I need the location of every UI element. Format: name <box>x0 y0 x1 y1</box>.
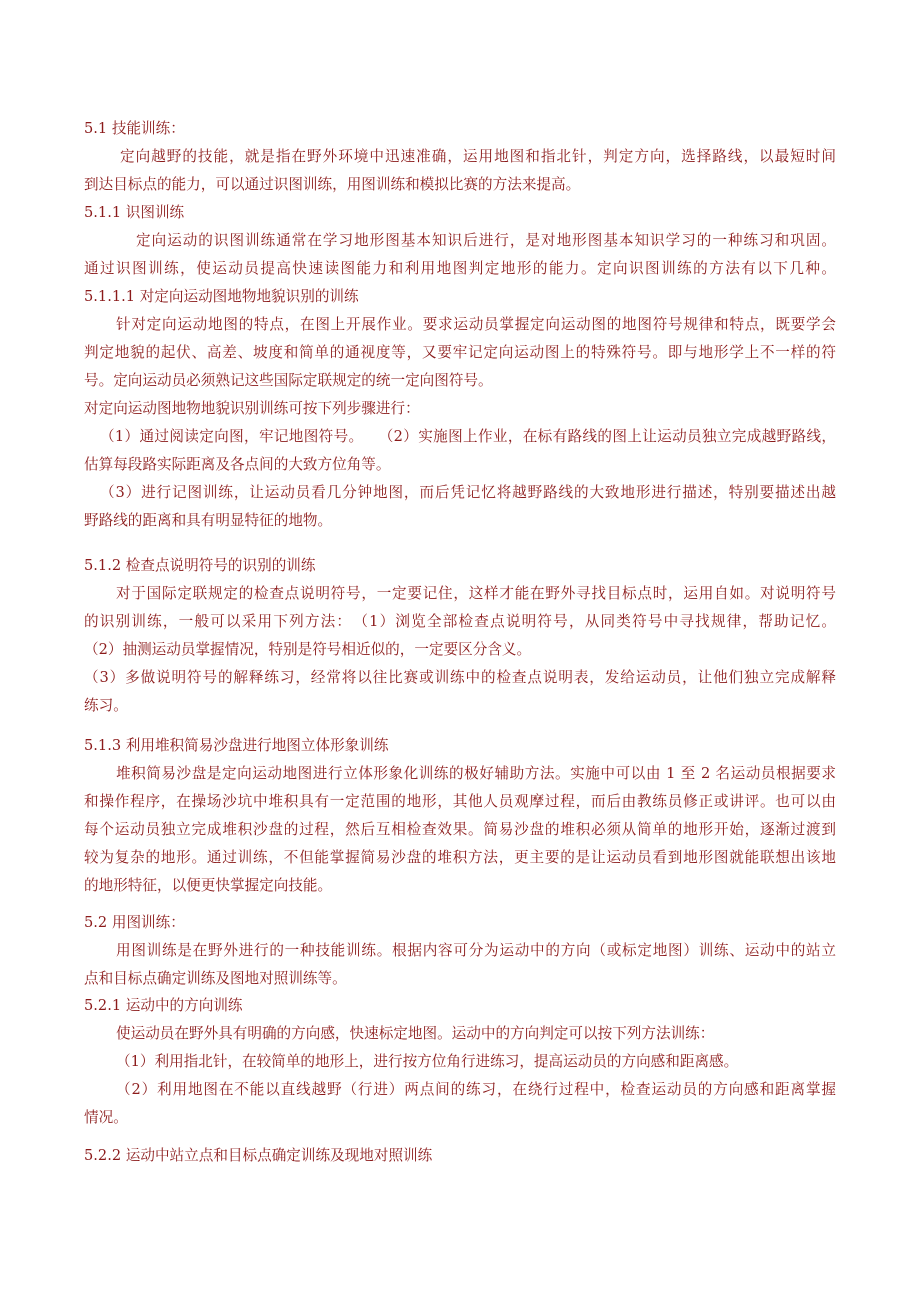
heading-5-1: 5.1 技能训练： <box>84 120 185 137</box>
heading-5-2-1: 5.2.1 运动中的方向训练 <box>84 997 243 1014</box>
heading-5-2-2: 5.2.2 运动中站立点和目标点确定训练及现地对照训练 <box>84 1147 433 1164</box>
paragraph-line: （2）利用地图在不能以直线越野（行进）两点间的练习，在绕行过程中，检查运动员的方向感和距离掌握 <box>116 1081 836 1098</box>
paragraph-line: 号。定向运动员必须熟记这些国际定联规定的统一定向图符号。 <box>84 372 493 389</box>
paragraph-line: 野路线的距离和具有明显特征的地物。 <box>84 512 333 529</box>
paragraph-line: 点和目标点确定训练及图地对照训练等。 <box>84 970 347 987</box>
paragraph-line: 通过识图训练，使运动员提高快速读图能力和利用地图判定地形的能力。定向识图训练的方法有以下几种。 <box>84 260 836 277</box>
paragraph-line: 情况。 <box>84 1109 128 1126</box>
paragraph-line: 用图训练是在野外进行的一种技能训练。根据内容可分为运动中的方向（或标定地图）训练、运动中的站立 <box>116 942 836 959</box>
paragraph-line: 判定地貌的起伏、高差、坡度和简单的通视度等，又要牢记定向运动图上的特殊符号。即与地形学上不一样的符 <box>84 344 836 361</box>
paragraph-line: （3）多做说明符号的解释练习，经常将以往比赛或训练中的检查点说明表，发给运动员，让他们独立完成解释 <box>84 669 836 686</box>
paragraph-line: （3）进行记图训练，让运动员看几分钟地图，而后凭记忆将越野路线的大致地形进行描述，特别要描述出越 <box>100 484 836 501</box>
paragraph-line: 的地形特征，以便更快掌握定向技能。 <box>84 877 333 894</box>
paragraph-line: 和操作程序，在操场沙坑中堆积具有一定范围的地形，其他人员观摩过程，而后由教练员修正或讲评。也可以由 <box>84 793 836 810</box>
paragraph-line: 定向运动的识图训练通常在学习地形图基本知识后进行，是对地形图基本知识学习的一种练习和巩固。 <box>136 232 836 249</box>
heading-5-1-1-1: 5.1.1.1 对定向运动图地物地貌识别的训练 <box>84 288 359 305</box>
paragraph-line: 到达目标点的能力，可以通过识图训练，用图训练和模拟比赛的方法来提高。 <box>84 176 581 193</box>
paragraph-line: （2）抽测运动员掌握情况，特别是符号相近似的，一定要区分含义。 <box>84 641 532 658</box>
paragraph-line: 针对定向运动地图的特点，在图上开展作业。要求运动员掌握定向运动图的地图符号规律和特点，既要学会 <box>116 316 836 333</box>
heading-5-1-2: 5.1.2 检查点说明符号的识别的训练 <box>84 557 316 574</box>
paragraph-line: （1）通过阅读定向图，牢记地图符号。 （2）实施图上作业，在标有路线的图上让运动员独立完成越野路线， <box>100 428 836 445</box>
heading-5-2: 5.2 用图训练： <box>84 914 185 931</box>
paragraph-line: 每个运动员独立完成堆积沙盘的过程，然后互相检查效果。简易沙盘的堆积必须从简单的地形开始，逐渐过渡到 <box>84 821 836 838</box>
paragraph-line: （1）利用指北针，在较简单的地形上，进行按方位角行进练习，提高运动员的方向感和距离感。 <box>116 1053 739 1070</box>
paragraph-line: 估算每段路实际距离及各点间的大致方位角等。 <box>84 456 391 473</box>
paragraph-line: 定向越野的技能，就是指在野外环境中迅速准确，运用地图和指北针，判定方向，选择路线，以最短时间 <box>120 148 836 165</box>
paragraph-line: 的识别训练，一般可以采用下列方法： （1）浏览全部检查点说明符号，从同类符号中寻找规律，帮助记忆。 <box>84 613 836 630</box>
paragraph-line: 较为复杂的地形。通过训练，不但能掌握简易沙盘的堆积方法，更主要的是让运动员看到地形图就能联想出该地 <box>84 849 836 866</box>
paragraph-line: 对定向运动图地物地貌识别训练可按下列步骤进行： <box>84 400 420 417</box>
paragraph-line: 使运动员在野外具有明确的方向感，快速标定地图。运动中的方向判定可以按下列方法训练： <box>116 1025 715 1042</box>
paragraph-line: 练习。 <box>84 697 128 714</box>
heading-5-1-1: 5.1.1 识图训练 <box>84 204 185 221</box>
paragraph-line: 对于国际定联规定的检查点说明符号，一定要记住，这样才能在野外寻找目标点时，运用自如。对说明符号 <box>116 585 836 602</box>
heading-5-1-3: 5.1.3 利用堆积简易沙盘进行地图立体形象训练 <box>84 737 389 754</box>
paragraph-line: 堆积简易沙盘是定向运动地图进行立体形象化训练的极好辅助方法。实施中可以由 1 至 2 名运动员根据要求 <box>116 765 836 782</box>
